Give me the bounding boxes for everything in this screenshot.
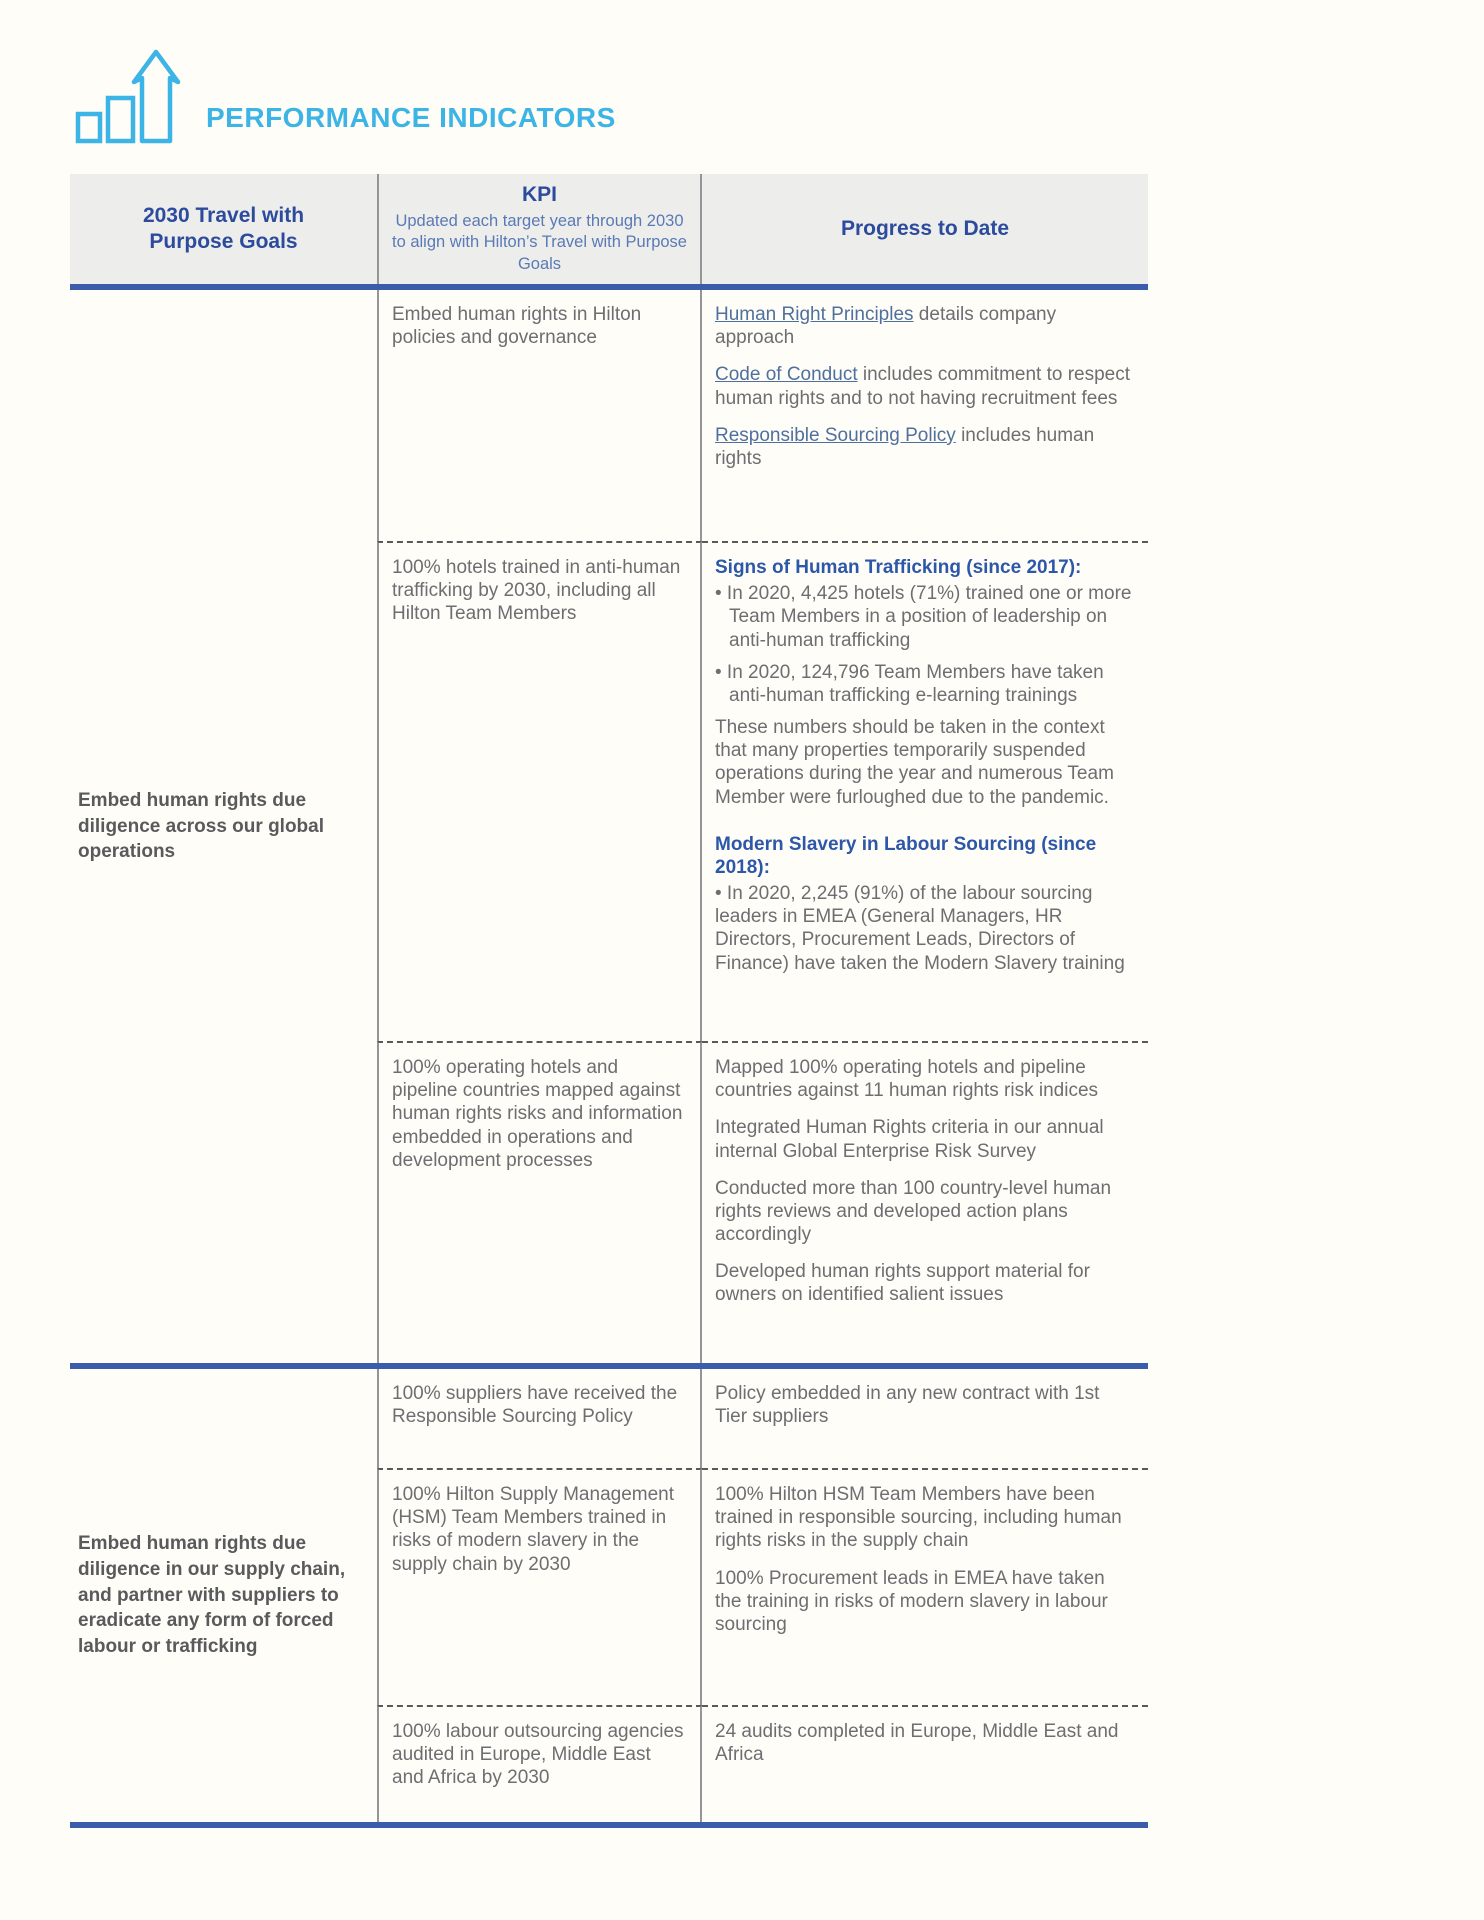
paragraph: Embed human rights in Hilton policies and governance — [392, 304, 642, 349]
paragraph: 100% suppliers have received the Responsible Sourcing Policy — [392, 1383, 678, 1428]
page-header — [74, 46, 1484, 144]
progress-header-label: Progress to Date — [840, 216, 1010, 240]
paragraph: 100% hotels trained in anti-human trafficking by 2030, including all Hilton Team Members — [392, 557, 681, 625]
bullet-item: • In 2020, 2,245 (91%) of the labour sourcing leaders in EMEA (General Managers, HR Directors, Procurement Leads, Directors of Finance) have taken the Modern Slavery training — [715, 883, 1125, 974]
kpi-cell — [377, 290, 702, 541]
goals-column-header — [70, 174, 377, 284]
paragraph: 100% operating hotels and pipeline countries mapped against human rights risks and information embedded in operations and development processes — [392, 1057, 683, 1171]
progress-cell — [702, 1041, 1148, 1363]
progress-cell — [702, 1468, 1148, 1705]
goals-header-label: 2030 Travel with Purpose Goals — [142, 203, 305, 253]
progress-column-header — [702, 174, 1148, 284]
paragraph: Conducted more than 100 country-level human rights reviews and developed action plans accordingly — [715, 1177, 1112, 1246]
goal-cell — [70, 1369, 377, 1822]
policy-link[interactable]: Human Right Principles — [715, 304, 914, 325]
kpi-progress-rows — [377, 1369, 1148, 1822]
progress-cell — [702, 1369, 1148, 1468]
bullet-item: • In 2020, 124,796 Team Members have taken anti-human trafficking e-learning trainings — [715, 661, 1104, 706]
goal-cell — [70, 290, 377, 1363]
bullet-item: • In 2020, 4,425 hotels (71%) trained one or more Team Members in a position of leadership on anti-human trafficking — [715, 583, 1132, 651]
kpi-header-subtitle: Updated each target year through 2030 to align with Hilton’s Travel with Purpose Goals — [391, 212, 687, 273]
paragraph: 100% labour outsourcing agencies audited in Europe, Middle East and Africa by 2030 — [392, 1721, 684, 1789]
kpi-cell — [377, 1468, 702, 1705]
progress-cell — [702, 290, 1148, 541]
kpi-cell — [377, 1041, 702, 1363]
paragraph: Human Right Principles details company approach — [715, 304, 1057, 349]
table-body — [70, 290, 1148, 1828]
table-row — [377, 1369, 1148, 1468]
kpi-column-header — [377, 174, 702, 284]
paragraph: 100% Hilton Supply Management (HSM) Team Members trained in risks of modern slavery in the supply chain by 2030 — [392, 1484, 675, 1575]
paragraph: Integrated Human Rights criteria in our annual internal Global Enterprise Risk Survey — [715, 1117, 1104, 1162]
kpi-cell — [377, 1369, 702, 1468]
bar-chart-arrow-icon — [74, 48, 182, 144]
kpi-cell — [377, 541, 702, 1041]
progress-cell — [702, 541, 1148, 1041]
paragraph: 100% Procurement leads in EMEA have taken the training in risks of modern slavery in labour sourcing — [715, 1567, 1108, 1635]
page-title: PERFORMANCE INDICATORS — [206, 102, 616, 133]
goal-text: Embed human rights due diligence in our supply chain, and partner with suppliers to eradicate any form of forced labour or trafficking — [78, 1533, 346, 1657]
progress-subheading: Signs of Human Trafficking (since 2017): — [715, 557, 1082, 578]
paragraph: Policy embedded in any new contract with 1st Tier suppliers — [715, 1383, 1100, 1428]
goal-section — [70, 290, 1148, 1363]
progress-subheading: Modern Slavery in Labour Sourcing (since 2018): — [715, 833, 1097, 878]
table-bottom-line — [70, 1822, 1148, 1828]
kpi-cell — [377, 1705, 702, 1822]
performance-indicators-table — [70, 174, 1148, 1828]
policy-link[interactable]: Responsible Sourcing Policy — [715, 424, 956, 446]
paragraph: Responsible Sourcing Policy includes human rights — [715, 424, 1095, 469]
kpi-progress-rows — [377, 290, 1148, 1363]
table-row — [377, 1468, 1148, 1705]
table-row — [377, 1705, 1148, 1822]
table-row — [377, 541, 1148, 1041]
paragraph: Mapped 100% operating hotels and pipeline countries against 11 human rights risk indices — [715, 1057, 1099, 1102]
paragraph: These numbers should be taken in the context that many properties temporarily suspended operations during the year and numerous Team Member were furloughed due to the pandemic. — [715, 717, 1114, 808]
kpi-header-label: KPI — [521, 183, 557, 207]
table-header-row — [70, 174, 1148, 284]
goal-section — [70, 1369, 1148, 1822]
paragraph: 24 audits completed in Europe, Middle East and Africa — [715, 1721, 1119, 1766]
paragraph: 100% Hilton HSM Team Members have been trained in responsible sourcing, including human rights risks in the supply chain — [715, 1484, 1122, 1552]
table-row — [377, 1041, 1148, 1363]
progress-cell — [702, 1705, 1148, 1822]
goal-text: Embed human rights due diligence across our global operations — [78, 790, 325, 863]
paragraph: Code of Conduct includes commitment to respect human rights and to not having recruitment fees — [715, 364, 1131, 409]
paragraph: Developed human rights support material for owners on identified salient issues — [715, 1261, 1090, 1306]
table-row — [377, 290, 1148, 541]
policy-link[interactable]: Code of Conduct — [715, 364, 858, 386]
